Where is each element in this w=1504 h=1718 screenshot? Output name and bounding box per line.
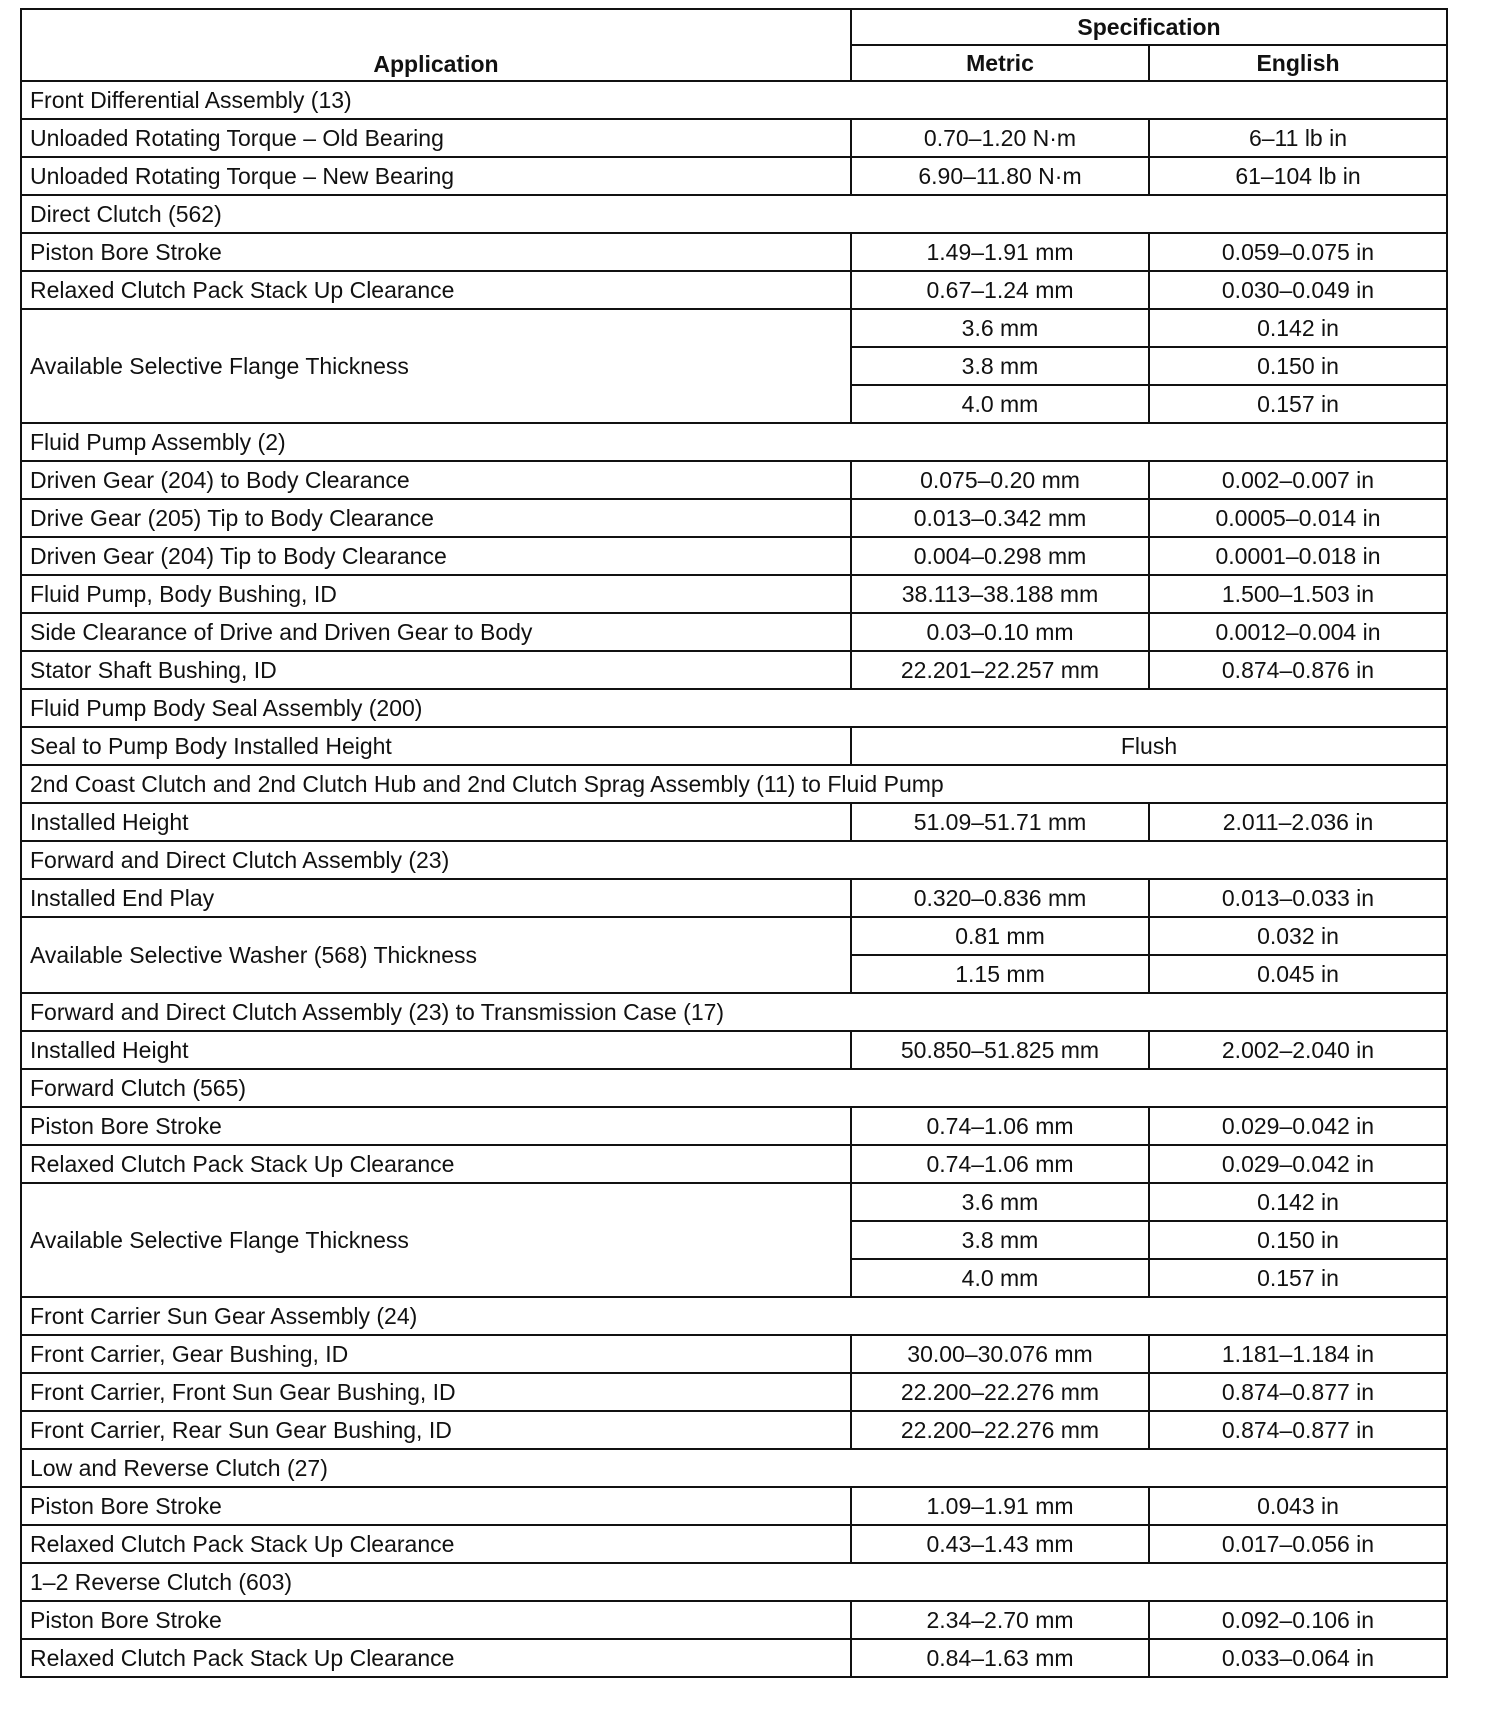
table-row xyxy=(21,1335,1447,1373)
application-cell: Piston Bore Stroke xyxy=(21,233,851,271)
group-row xyxy=(21,1297,1447,1335)
english-cell: 61–104 lb in xyxy=(1149,157,1447,195)
table-row xyxy=(21,1525,1447,1563)
application-cell: Stator Shaft Bushing, ID xyxy=(21,651,851,689)
english-cell: 0.092–0.106 in xyxy=(1149,1601,1447,1639)
group-label: 2nd Coast Clutch and 2nd Clutch Hub and 2nd Clutch Sprag Assembly (11) to Fluid Pump xyxy=(21,765,1447,803)
application-cell: Drive Gear (205) Tip to Body Clearance xyxy=(21,499,851,537)
english-cell: 0.874–0.877 in xyxy=(1149,1411,1447,1449)
metric-cell: 0.70–1.20 N·m xyxy=(851,119,1149,157)
table-row xyxy=(21,803,1447,841)
application-cell: Piston Bore Stroke xyxy=(21,1487,851,1525)
group-row xyxy=(21,1069,1447,1107)
table-row xyxy=(21,1145,1447,1183)
group-label: Direct Clutch (562) xyxy=(21,195,1447,233)
metric-cell: 0.74–1.06 mm xyxy=(851,1107,1149,1145)
group-row xyxy=(21,195,1447,233)
english-cell: 0.874–0.876 in xyxy=(1149,651,1447,689)
english-cell: 0.059–0.075 in xyxy=(1149,233,1447,271)
table-row xyxy=(21,499,1447,537)
application-cell: Front Carrier, Front Sun Gear Bushing, ID xyxy=(21,1373,851,1411)
metric-cell: 3.8 mm xyxy=(851,1221,1149,1259)
table-row xyxy=(21,917,1447,955)
group-row xyxy=(21,689,1447,727)
metric-cell: 0.320–0.836 mm xyxy=(851,879,1149,917)
table-row xyxy=(21,879,1447,917)
application-cell: Front Carrier, Gear Bushing, ID xyxy=(21,1335,851,1373)
metric-cell: 38.113–38.188 mm xyxy=(851,575,1149,613)
specification-header: Specification xyxy=(851,9,1447,45)
english-cell: 2.002–2.040 in xyxy=(1149,1031,1447,1069)
group-label: Front Carrier Sun Gear Assembly (24) xyxy=(21,1297,1447,1335)
table-row xyxy=(21,309,1447,347)
application-cell: Relaxed Clutch Pack Stack Up Clearance xyxy=(21,271,851,309)
application-cell: Relaxed Clutch Pack Stack Up Clearance xyxy=(21,1145,851,1183)
group-row xyxy=(21,423,1447,461)
application-cell: Driven Gear (204) to Body Clearance xyxy=(21,461,851,499)
metric-cell: 1.49–1.91 mm xyxy=(851,233,1149,271)
group-row xyxy=(21,993,1447,1031)
group-label: Forward and Direct Clutch Assembly (23) xyxy=(21,841,1447,879)
english-cell: 0.043 in xyxy=(1149,1487,1447,1525)
group-label: Front Differential Assembly (13) xyxy=(21,81,1447,119)
application-cell: Available Selective Flange Thickness xyxy=(21,1183,851,1297)
metric-cell: 0.67–1.24 mm xyxy=(851,271,1149,309)
metric-cell: 0.004–0.298 mm xyxy=(851,537,1149,575)
specification-table xyxy=(20,8,1448,1678)
english-cell: 6–11 lb in xyxy=(1149,119,1447,157)
metric-cell: 1.09–1.91 mm xyxy=(851,1487,1149,1525)
metric-cell: 22.201–22.257 mm xyxy=(851,651,1149,689)
application-cell: Installed End Play xyxy=(21,879,851,917)
english-cell: 0.142 in xyxy=(1149,1183,1447,1221)
english-cell: 0.874–0.877 in xyxy=(1149,1373,1447,1411)
english-cell: 0.017–0.056 in xyxy=(1149,1525,1447,1563)
table-row xyxy=(21,119,1447,157)
table-row xyxy=(21,613,1447,651)
application-cell: Seal to Pump Body Installed Height xyxy=(21,727,851,765)
metric-cell: 0.74–1.06 mm xyxy=(851,1145,1149,1183)
group-row xyxy=(21,765,1447,803)
application-cell: Installed Height xyxy=(21,803,851,841)
english-cell: 1.181–1.184 in xyxy=(1149,1335,1447,1373)
metric-cell: 0.013–0.342 mm xyxy=(851,499,1149,537)
english-cell: 0.033–0.064 in xyxy=(1149,1639,1447,1677)
english-cell: 0.032 in xyxy=(1149,917,1447,955)
english-cell: 0.157 in xyxy=(1149,385,1447,423)
group-label: Fluid Pump Assembly (2) xyxy=(21,423,1447,461)
group-row xyxy=(21,841,1447,879)
table-row xyxy=(21,1601,1447,1639)
group-label: Fluid Pump Body Seal Assembly (200) xyxy=(21,689,1447,727)
application-cell: Installed Height xyxy=(21,1031,851,1069)
english-cell: 0.0001–0.018 in xyxy=(1149,537,1447,575)
table-header xyxy=(21,9,1447,81)
application-cell: Piston Bore Stroke xyxy=(21,1107,851,1145)
table-body xyxy=(21,81,1447,1677)
metric-cell: 0.03–0.10 mm xyxy=(851,613,1149,651)
english-cell: 0.029–0.042 in xyxy=(1149,1107,1447,1145)
application-cell: Piston Bore Stroke xyxy=(21,1601,851,1639)
english-cell: 0.002–0.007 in xyxy=(1149,461,1447,499)
application-cell: Fluid Pump, Body Bushing, ID xyxy=(21,575,851,613)
group-row xyxy=(21,1449,1447,1487)
application-cell: Relaxed Clutch Pack Stack Up Clearance xyxy=(21,1639,851,1677)
english-cell: 0.150 in xyxy=(1149,347,1447,385)
metric-cell: 51.09–51.71 mm xyxy=(851,803,1149,841)
table-row xyxy=(21,1411,1447,1449)
group-row xyxy=(21,1563,1447,1601)
table-row xyxy=(21,575,1447,613)
english-cell: 0.142 in xyxy=(1149,309,1447,347)
metric-cell: 0.075–0.20 mm xyxy=(851,461,1149,499)
group-label: Low and Reverse Clutch (27) xyxy=(21,1449,1447,1487)
application-cell: Unloaded Rotating Torque – Old Bearing xyxy=(21,119,851,157)
english-cell: 0.0005–0.014 in xyxy=(1149,499,1447,537)
english-cell: 0.150 in xyxy=(1149,1221,1447,1259)
metric-cell: 50.850–51.825 mm xyxy=(851,1031,1149,1069)
metric-header: Metric xyxy=(851,45,1149,81)
application-cell: Unloaded Rotating Torque – New Bearing xyxy=(21,157,851,195)
specification-cell: Flush xyxy=(851,727,1447,765)
application-cell: Side Clearance of Drive and Driven Gear to Body xyxy=(21,613,851,651)
table-row xyxy=(21,651,1447,689)
english-cell: 0.045 in xyxy=(1149,955,1447,993)
application-cell: Driven Gear (204) Tip to Body Clearance xyxy=(21,537,851,575)
table-row xyxy=(21,1107,1447,1145)
table-row xyxy=(21,1487,1447,1525)
metric-cell: 22.200–22.276 mm xyxy=(851,1411,1149,1449)
application-cell: Available Selective Washer (568) Thickness xyxy=(21,917,851,993)
english-header: English xyxy=(1149,45,1447,81)
application-cell: Available Selective Flange Thickness xyxy=(21,309,851,423)
english-cell: 0.0012–0.004 in xyxy=(1149,613,1447,651)
group-row xyxy=(21,81,1447,119)
metric-cell: 2.34–2.70 mm xyxy=(851,1601,1149,1639)
table-row xyxy=(21,1031,1447,1069)
header-row-top xyxy=(21,9,1447,45)
english-cell: 0.157 in xyxy=(1149,1259,1447,1297)
english-cell: 1.500–1.503 in xyxy=(1149,575,1447,613)
table-row xyxy=(21,157,1447,195)
metric-cell: 1.15 mm xyxy=(851,955,1149,993)
english-cell: 2.011–2.036 in xyxy=(1149,803,1447,841)
application-header: Application xyxy=(21,9,851,81)
english-cell: 0.030–0.049 in xyxy=(1149,271,1447,309)
group-label: Forward Clutch (565) xyxy=(21,1069,1447,1107)
table-row xyxy=(21,537,1447,575)
application-cell: Front Carrier, Rear Sun Gear Bushing, ID xyxy=(21,1411,851,1449)
metric-cell: 0.81 mm xyxy=(851,917,1149,955)
english-cell: 0.013–0.033 in xyxy=(1149,879,1447,917)
metric-cell: 3.6 mm xyxy=(851,309,1149,347)
table-row xyxy=(21,1373,1447,1411)
metric-cell: 3.8 mm xyxy=(851,347,1149,385)
table-row xyxy=(21,1183,1447,1221)
application-cell: Relaxed Clutch Pack Stack Up Clearance xyxy=(21,1525,851,1563)
metric-cell: 0.43–1.43 mm xyxy=(851,1525,1149,1563)
metric-cell: 22.200–22.276 mm xyxy=(851,1373,1149,1411)
metric-cell: 0.84–1.63 mm xyxy=(851,1639,1149,1677)
metric-cell: 30.00–30.076 mm xyxy=(851,1335,1149,1373)
metric-cell: 4.0 mm xyxy=(851,385,1149,423)
metric-cell: 4.0 mm xyxy=(851,1259,1149,1297)
table-row xyxy=(21,727,1447,765)
metric-cell: 3.6 mm xyxy=(851,1183,1149,1221)
group-label: 1–2 Reverse Clutch (603) xyxy=(21,1563,1447,1601)
group-label: Forward and Direct Clutch Assembly (23) to Transmission Case (17) xyxy=(21,993,1447,1031)
table-row xyxy=(21,233,1447,271)
metric-cell: 6.90–11.80 N·m xyxy=(851,157,1149,195)
table-row xyxy=(21,461,1447,499)
english-cell: 0.029–0.042 in xyxy=(1149,1145,1447,1183)
table-row xyxy=(21,1639,1447,1677)
table-row xyxy=(21,271,1447,309)
